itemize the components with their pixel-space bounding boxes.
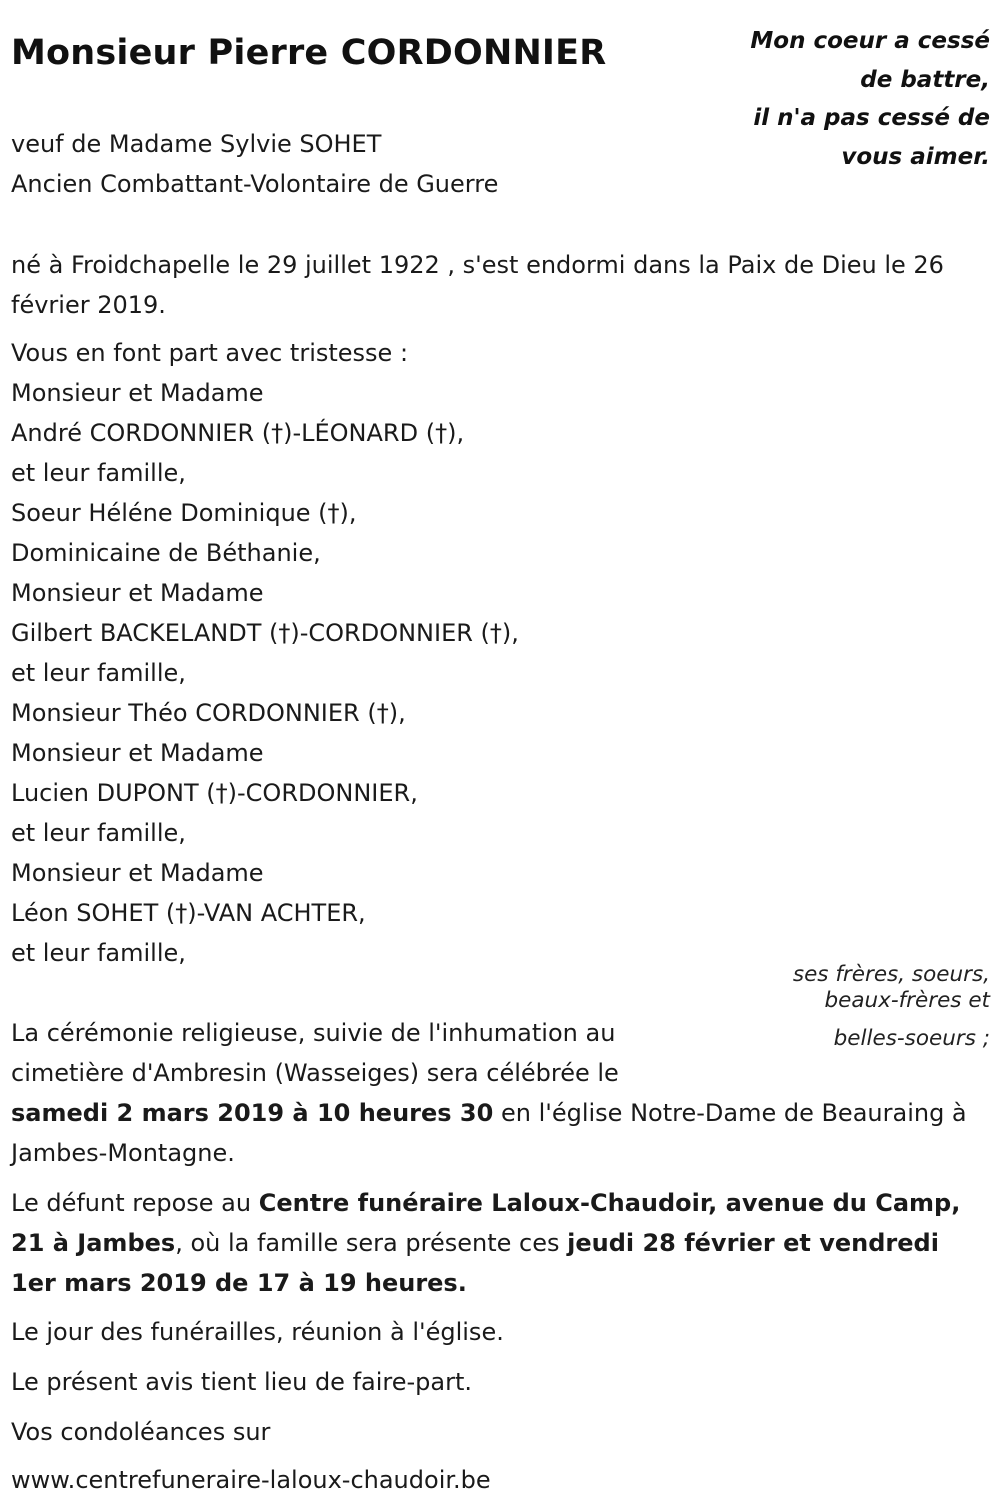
- ceremony-line: cimetière d'Ambresin (Wasseiges) sera célébrée le: [11, 1059, 619, 1087]
- family-line: Gilbert BACKELANDT (†)-CORDONNIER (†),: [11, 619, 519, 647]
- family-line: Monsieur et Madame: [11, 579, 264, 607]
- family-line: Monsieur Théo CORDONNIER (†),: [11, 699, 406, 727]
- family-line: et leur famille,: [11, 459, 186, 487]
- relation-line: belles-soeurs ;: [833, 1026, 990, 1051]
- condolences-intro: Vos condoléances sur: [11, 1418, 271, 1446]
- viewing-middle: , où la famille sera présente ces: [175, 1229, 568, 1257]
- funeral-day-text: Le jour des funérailles, réunion à l'église.: [11, 1318, 504, 1346]
- family-line: Soeur Héléne Dominique (†),: [11, 499, 357, 527]
- family-line: Monsieur et Madame: [11, 859, 264, 887]
- family-line: Monsieur et Madame: [11, 379, 264, 407]
- viewing-times: jeudi 28 février et vendredi 1er mars 2019 de 17 à 19 heures.: [11, 1229, 939, 1297]
- spouse-line: veuf de Madame Sylvie SOHET: [11, 130, 382, 158]
- relation-line: ses frères, soeurs,: [792, 962, 990, 987]
- title-line: Ancien Combattant-Volontaire de Guerre: [11, 170, 499, 198]
- deceased-name: Monsieur Pierre CORDONNIER: [11, 33, 607, 73]
- family-line: et leur famille,: [11, 659, 186, 687]
- viewing-place: Centre funéraire Laloux-Chaudoir, avenue du Camp, 21 à Jambes: [11, 1189, 961, 1257]
- epitaph-line: il n'a pas cessé de: [753, 105, 990, 131]
- condolences-website: www.centrefuneraire-laloux-chaudoir.be: [11, 1466, 491, 1494]
- ceremony-intro: [11, 1013, 619, 1093]
- epitaph-line: Mon coeur a cessé: [750, 28, 990, 54]
- relation-line: beaux-frères et: [824, 988, 990, 1013]
- epitaph: [690, 22, 990, 176]
- ceremony-details: [11, 1093, 991, 1173]
- viewing-text: [11, 1183, 991, 1303]
- family-line: Dominicaine de Béthanie,: [11, 539, 321, 567]
- family-line: André CORDONNIER (†)-LÉONARD (†),: [11, 419, 465, 447]
- family-line: et leur famille,: [11, 819, 186, 847]
- deceased-details: [11, 124, 498, 204]
- epitaph-line: vous aimer.: [841, 143, 990, 170]
- notice-text: Le présent avis tient lieu de faire-part.: [11, 1368, 473, 1396]
- announcers-intro: Vous en font part avec tristesse :: [11, 339, 409, 367]
- epitaph-line: de battre,: [860, 66, 990, 93]
- ceremony-date-time: samedi 2 mars 2019 à 10 heures 30: [11, 1099, 494, 1127]
- family-relation: [670, 962, 990, 1052]
- birth-death-text: né à Froidchapelle le 29 juillet 1922 , s'est endormi dans la Paix de Dieu le 26 février 2019.: [11, 251, 944, 319]
- family-line: Léon SOHET (†)-VAN ACHTER,: [11, 899, 366, 927]
- ceremony-line: La cérémonie religieuse, suivie de l'inhumation au: [11, 1019, 616, 1047]
- family-line: Monsieur et Madame: [11, 739, 264, 767]
- family-line: Lucien DUPONT (†)-CORDONNIER,: [11, 779, 418, 807]
- family-list: [11, 333, 519, 973]
- ceremony-location: en l'église Notre-Dame de Beauraing à Jambes-Montagne.: [11, 1099, 967, 1167]
- viewing-intro: Le défunt repose au: [11, 1189, 259, 1217]
- family-line: et leur famille,: [11, 939, 186, 967]
